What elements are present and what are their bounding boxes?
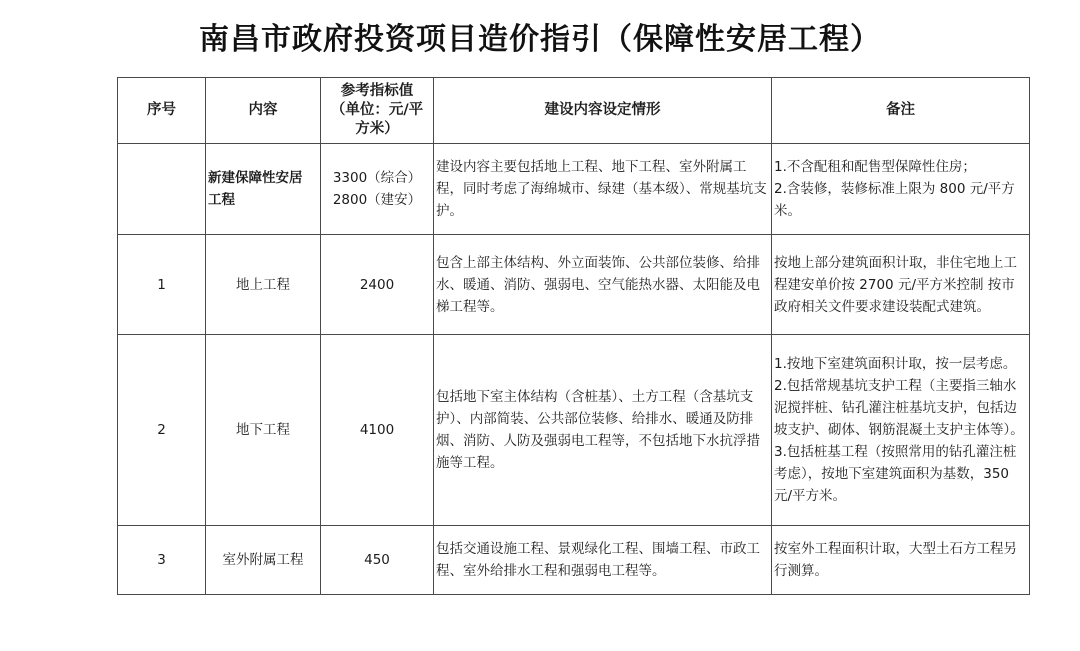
cell-remarks (772, 144, 1030, 235)
cell-index: 2 (118, 335, 206, 526)
cell-index: 3 (118, 526, 206, 595)
cell-content (206, 144, 321, 235)
cell-index: 1 (118, 235, 206, 335)
remark-item: 按室外工程面积计取，大型土石方工程另行测算。 (774, 541, 1017, 579)
cell-value-line2: 2800（建安） (332, 192, 422, 208)
cell-content-line2: 工程 (208, 192, 235, 208)
header-reference-value-line2: （单位：元/平 (330, 102, 424, 118)
remark-item: 2.包括常规基坑支护工程（主要指三轴水泥搅拌桩、钻孔灌注桩基坑支护，包括边坡支护、砌体、钢筋混凝土支护主体等）。 (774, 378, 1024, 438)
cell-remarks (772, 335, 1030, 526)
remark-item: 1.不含配租和配售型保障性住房； (774, 159, 976, 175)
cell-remarks (772, 235, 1030, 335)
document-title: 南昌市政府投资项目造价指引（保障性安居工程） (199, 22, 881, 57)
table-row (118, 235, 1030, 335)
cell-value: 450 (321, 526, 434, 595)
table-row (118, 335, 1030, 526)
cell-value (321, 144, 434, 235)
header-reference-value-line3: 方米） (355, 121, 399, 137)
cost-guide-table (117, 77, 1030, 595)
table-row (118, 144, 1030, 235)
cell-value-line1: 3300（综合） (332, 170, 422, 186)
cell-scope: 建设内容主要包括地上工程、地下工程、室外附属工程，同时考虑了海绵城市、绿建（基本级）、常规基坑支护。 (434, 144, 772, 235)
table-header-row (118, 78, 1030, 144)
cell-index (118, 144, 206, 235)
table-row (118, 526, 1030, 595)
cell-content: 室外附属工程 (206, 526, 321, 595)
remark-item: 按地上部分建筑面积计取，非住宅地上工程建安单价按 2700 元/平方米控制 按市政府相关文件要求建设装配式建筑。 (774, 254, 1017, 315)
header-content: 内容 (206, 78, 321, 144)
remark-item: 2.含装修，装修标准上限为 800 元/平方米。 (774, 181, 1015, 219)
header-reference-value (321, 78, 434, 144)
header-index: 序号 (118, 78, 206, 144)
cell-content-line1: 新建保障性安居 (208, 170, 303, 186)
cell-scope: 包含上部主体结构、外立面装饰、公共部位装修、给排水、暖通、消防、强弱电、空气能热水器、太阳能及电梯工程等。 (434, 235, 772, 335)
cell-value: 2400 (321, 235, 434, 335)
cell-scope: 包括地下室主体结构（含桩基）、土方工程（含基坑支护）、内部简装、公共部位装修、给排水、暖通及防排烟、消防、人防及强弱电工程等，不包括地下水抗浮措施等工程。 (434, 335, 772, 526)
header-reference-value-line1: 参考指标值 (340, 83, 414, 99)
cell-content: 地下工程 (206, 335, 321, 526)
cell-content: 地上工程 (206, 235, 321, 335)
cell-remarks (772, 526, 1030, 595)
remark-item: 1.按地下室建筑面积计取，按一层考虑。 (774, 356, 1017, 372)
cell-scope: 包括交通设施工程、景观绿化工程、围墙工程、市政工程、室外给排水工程和强弱电工程等。 (434, 526, 772, 595)
header-construction-scope: 建设内容设定情形 (434, 78, 772, 144)
remark-item: 3.包括桩基工程（按照常用的钻孔灌注桩考虑），按地下室建筑面积为基数，350 元/平方米。 (774, 444, 1017, 504)
header-remarks: 备注 (772, 78, 1030, 144)
cell-value: 4100 (321, 335, 434, 526)
